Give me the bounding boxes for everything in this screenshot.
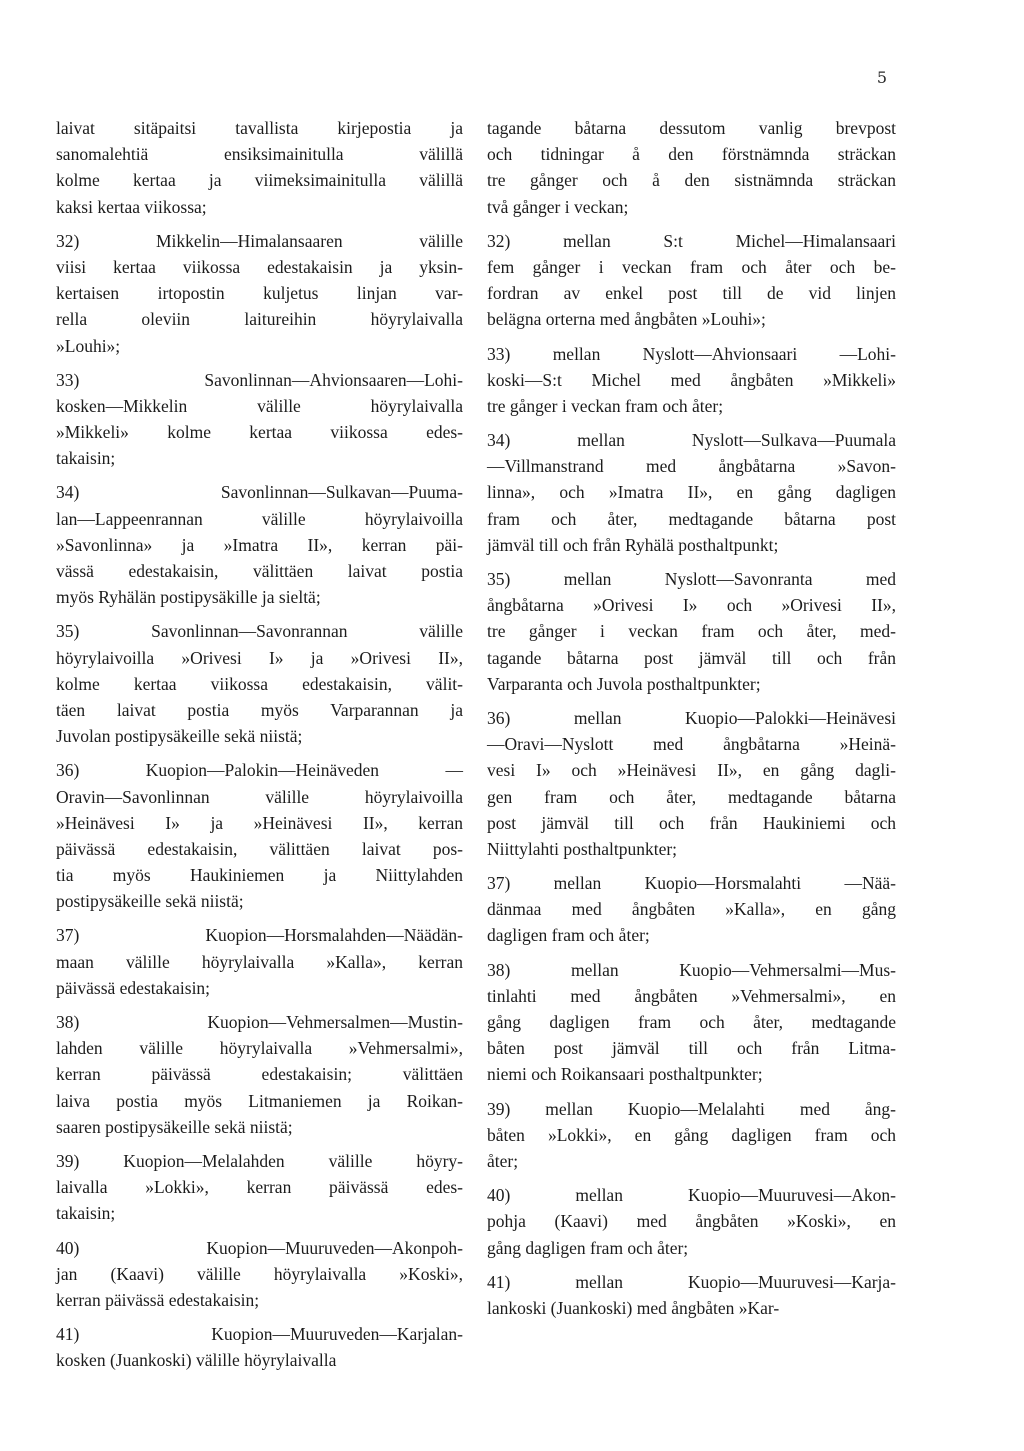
text-line: och tidningar å den förstnämnda sträckan: [487, 144, 896, 165]
text-line: båten »Lokki», en gång dagligen fram och: [487, 1124, 896, 1145]
text-line: jan (Kaavi) välille höyrylaivalla »Koski»,: [56, 1263, 463, 1284]
text-line: tagande båtarna dessutom vanlig brevpost: [487, 118, 896, 138]
text-line: kolme kertaa ja viimeksimainitulla välillä: [56, 170, 463, 191]
paragraph: [487, 115, 896, 220]
paragraph-gap: [487, 1174, 896, 1182]
paragraph: [487, 957, 896, 1088]
text-line: Juvolan postipysäkeille sekä niistä;: [56, 726, 303, 747]
paragraph: [487, 1096, 896, 1175]
text-line: 40) mellan Kuopio—Muuruvesi—Akon-: [487, 1185, 896, 1206]
paragraph-gap: [487, 333, 896, 341]
text-line: niemi och Roikansaari posthaltpunkter;: [487, 1064, 763, 1085]
paragraph-gap: [487, 1261, 896, 1269]
text-line: myös Ryhälän postipysäkille ja sieltä;: [56, 587, 321, 608]
text-line: 41) mellan Kuopio—Muuruvesi—Karja-: [487, 1271, 896, 1292]
paragraph: [56, 1009, 463, 1140]
text-line: Varparanta och Juvola posthaltpunkter;: [487, 673, 761, 694]
text-line: tre gånger i veckan fram och åter, med-: [487, 621, 896, 642]
text-line: linna», och »Imatra II», en gång dagligen: [487, 482, 896, 503]
paragraph-gap: [487, 558, 896, 566]
text-line: kertaisen irtopostin kuljetus linjan var-: [56, 283, 463, 304]
paragraph: [56, 1321, 463, 1373]
text-line: 41) Kuopion—Muuruveden—Karjalan-: [56, 1324, 463, 1345]
text-line: åter;: [487, 1150, 519, 1171]
text-line: laiva postia myös Litmaniemen ja Roikan-: [56, 1090, 463, 1111]
paragraph-gap: [56, 359, 463, 367]
paragraph-gap: [487, 697, 896, 705]
text-line: 35) mellan Nyslott—Savonranta med: [487, 569, 896, 589]
text-line: 37) mellan Kuopio—Horsmalahti —Nää-: [487, 873, 896, 894]
text-line: tagande båtarna post jämväl till och från: [487, 647, 896, 668]
text-line: 36) mellan Kuopio—Palokki—Heinävesi: [487, 707, 896, 728]
text-line: saaren postipysäkeille sekä niistä;: [56, 1116, 293, 1137]
paragraph: [56, 228, 463, 359]
text-line: 32) Mikkelin—Himalansaaren välille: [56, 230, 463, 251]
text-line: 38) mellan Kuopio—Vehmersalmi—Mus-: [487, 959, 896, 980]
text-line: 35) Savonlinnan—Savonrannan välille: [56, 621, 463, 642]
paragraph-gap: [56, 610, 463, 618]
text-line: postipysäkeille sekä niistä;: [56, 891, 244, 912]
text-line: »Louhi»;: [56, 335, 121, 356]
text-line: laivat sitäpaitsi tavallista kirjepostia ja: [56, 118, 463, 138]
text-line: »Mikkeli» kolme kertaa viikossa edes-: [56, 422, 463, 443]
text-line: post jämväl till och från Haukiniemi och: [487, 812, 896, 833]
text-line: belägna orterna med ångbåten »Louhi»;: [487, 309, 766, 330]
paragraph-gap: [487, 419, 896, 427]
text-line: kerran päivässä edestakaisin;: [56, 1289, 260, 1310]
paragraph-gap: [56, 1313, 463, 1321]
text-line: 38) Kuopion—Vehmersalmen—Mustin-: [56, 1012, 463, 1032]
text-line: gen fram och åter, medtagande båtarna: [487, 786, 896, 807]
paragraph: [56, 479, 463, 610]
text-line: lahden välille höyrylaivalla »Vehmersalmi»,: [56, 1038, 463, 1059]
text-line: täen laivat postia myös Varparannan ja: [56, 699, 463, 720]
text-line: laivalla »Lokki», kerran päivässä edes-: [56, 1177, 463, 1198]
text-line: fem gånger i veckan fram och åter och be-: [487, 256, 896, 277]
text-line: fordran av enkel post till de vid linjen: [487, 283, 896, 304]
text-line: tre gånger i veckan fram och åter;: [487, 395, 724, 416]
text-line: maan välille höyrylaivalla »Kalla», kerran: [56, 951, 463, 972]
text-line: 36) Kuopion—Palokin—Heinäveden —: [56, 760, 463, 781]
text-line: gång dagligen fram och åter;: [487, 1237, 689, 1258]
text-line: ångbåtarna »Orivesi I» och »Orivesi II»,: [487, 595, 896, 616]
text-line: Niittylahti posthaltpunkter;: [487, 838, 678, 859]
left-column-finnish: [56, 115, 463, 1373]
text-line: vässä edestakaisin, välittäen laivat postia: [56, 561, 463, 581]
text-line: höyrylaivoilla »Orivesi I» ja »Orivesi II»,: [56, 647, 463, 668]
text-line: rella oleviin laitureihin höyrylaivalla: [56, 309, 463, 330]
text-line: kolme kertaa viikossa edestakaisin, välit-: [56, 673, 463, 694]
paragraph-gap: [487, 1088, 896, 1096]
text-line: 39) mellan Kuopio—Melalahti med ång-: [487, 1098, 896, 1119]
text-line: tinlahti med ångbåten »Vehmersalmi», en: [487, 985, 896, 1006]
paragraph: [56, 1148, 463, 1227]
paragraph-gap: [487, 862, 896, 870]
text-line: päivässä edestakaisin;: [56, 977, 211, 998]
paragraph-gap: [56, 1140, 463, 1148]
paragraph: [487, 427, 896, 558]
text-line: päivässä edestakaisin, välittäen laivat pos-: [56, 838, 463, 859]
paragraph: [487, 566, 896, 697]
paragraph: [487, 228, 896, 333]
text-line: 34) Savonlinnan—Sulkavan—Puuma-: [56, 482, 463, 503]
paragraph: [487, 705, 896, 862]
text-line: 34) mellan Nyslott—Sulkava—Puumala: [487, 430, 896, 451]
text-line: 40) Kuopion—Muuruveden—Akonpoh-: [56, 1237, 463, 1258]
text-line: takaisin;: [56, 1203, 116, 1224]
text-line: gång dagligen fram och åter, medtagande: [487, 1012, 896, 1032]
text-line: pohja (Kaavi) med ångbåten »Koski», en: [487, 1211, 896, 1232]
paragraph: [56, 922, 463, 1001]
paragraph-gap: [56, 749, 463, 757]
paragraph-gap: [56, 1227, 463, 1235]
paragraph: [56, 1235, 463, 1314]
text-line: kosken—Mikkelin välille höyrylaivalla: [56, 395, 463, 416]
text-line: 37) Kuopion—Horsmalahden—Näädän-: [56, 925, 463, 946]
paragraph-gap: [56, 220, 463, 228]
text-line: Oravin—Savonlinnan välille höyrylaivoilla: [56, 786, 463, 807]
paragraph: [56, 115, 463, 220]
text-line: »Savonlinna» ja »Imatra II», kerran päi-: [56, 534, 463, 555]
paragraph: [487, 870, 896, 949]
text-line: viisi kertaa viikossa edestakaisin ja yksin-: [56, 256, 463, 277]
text-line: 33) mellan Nyslott—Ahvionsaari —Lohi-: [487, 343, 896, 364]
paragraph-gap: [56, 471, 463, 479]
text-line: båten post jämväl till och från Litma-: [487, 1038, 896, 1059]
text-line: dagligen fram och åter;: [487, 925, 650, 946]
text-line: koski—S:t Michel med ångbåten »Mikkeli»: [487, 369, 896, 390]
text-line: lankoski (Juankoski) med ångbåten »Kar-: [487, 1297, 780, 1318]
text-line: kosken (Juankoski) välille höyrylaivalla: [56, 1350, 337, 1371]
paragraph-gap: [487, 949, 896, 957]
text-line: —Oravi—Nyslott med ångbåtarna »Heinä-: [487, 734, 896, 755]
text-line: 39) Kuopion—Melalahden välille höyry-: [56, 1150, 463, 1171]
text-line: kerran päivässä edestakaisin; välittäen: [56, 1064, 463, 1085]
text-line: takaisin;: [56, 448, 116, 469]
text-line: tre gånger och å den sistnämnda sträckan: [487, 170, 896, 191]
text-line: jämväl till och från Ryhälä posthaltpunkt;: [487, 534, 779, 555]
text-line: 32) mellan S:t Michel—Himalansaari: [487, 230, 896, 251]
text-line: lan—Lappeenrannan välille höyrylaivoilla: [56, 508, 463, 529]
text-line: två gånger i veckan;: [487, 196, 629, 217]
text-line: —Villmanstrand med ångbåtarna »Savon-: [487, 456, 896, 477]
paragraph-gap: [56, 1001, 463, 1009]
paragraph: [56, 618, 463, 749]
paragraph-gap: [56, 914, 463, 922]
right-column-swedish: [487, 115, 896, 1321]
text-line: 33) Savonlinnan—Ahvionsaaren—Lohi-: [56, 369, 463, 390]
text-line: dänmaa med ångbåten »Kalla», en gång: [487, 899, 896, 920]
paragraph: [487, 1269, 896, 1321]
text-line: »Heinävesi I» ja »Heinävesi II», kerran: [56, 812, 463, 833]
page-number: 5: [876, 68, 887, 87]
paragraph: [56, 757, 463, 914]
text-line: fram och åter, medtagande båtarna post: [487, 508, 896, 529]
text-line: sanomalehtiä ensiksimainitulla välillä: [56, 144, 463, 165]
text-line: tia myös Haukiniemen ja Niittylahden: [56, 865, 463, 886]
paragraph: [56, 367, 463, 472]
text-line: kaksi kertaa viikossa;: [56, 196, 207, 217]
paragraph: [487, 341, 896, 420]
paragraph-gap: [487, 220, 896, 228]
text-line: vesi I» och »Heinävesi II», en gång dagli-: [487, 760, 896, 781]
paragraph: [487, 1182, 896, 1261]
